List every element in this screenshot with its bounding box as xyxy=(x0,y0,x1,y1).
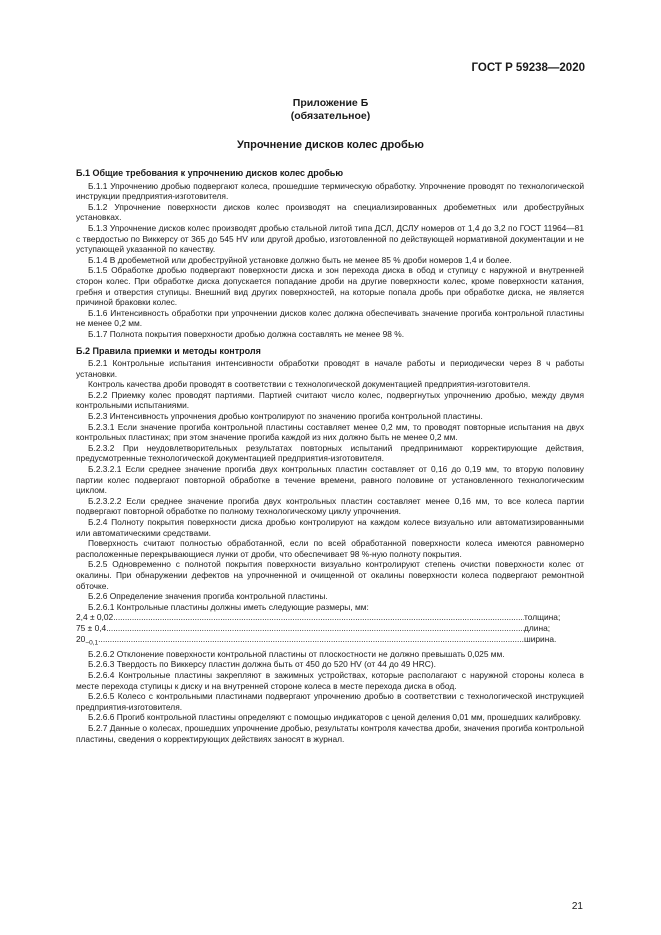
paragraph: Б.1.6 Интенсивность обработки при упрочнении дисков колес должна обеспечивать значение прогиба контрольной пластины не менее 0,2 мм. xyxy=(76,307,584,329)
paragraph: Б.2.7 Данные о колесах, прошедших упрочнение дробью, результаты контроля качества дроби, значения прогиба контрольной пластины, сведения о корректирующих действиях заносят в журнал. xyxy=(76,722,584,744)
paragraph: Б.1.2 Упрочнение поверхности дисков колес производят на специализированных дробеметных или дробеструйных установках. xyxy=(76,201,584,223)
paragraph: Б.2.4 Полноту покрытия поверхности диска дробью контролируют на каждом колесе визуально или автоматизированными или автоматическими средствами. xyxy=(76,517,584,538)
dimension-value: 75 ± 0,4 xyxy=(76,622,107,633)
paragraph: Б.2.3 Интенсивность упрочнения дробью контролируют по значению прогиба контрольной пластины. xyxy=(88,411,483,422)
paragraph: Б.2.6.2 Отклонение поверхности контрольной пластины от плоскостности не должно превышать 0,025 мм. xyxy=(88,648,505,659)
annex-heading xyxy=(0,97,661,123)
paragraph: Б.2.3.2.1 Если среднее значение прогиба двух контрольных пластин составляет от 0,16 до 0,19 мм, то вторую половину партии колес подвергают повторной обработке в течение времени, равного половине от установленного технологическим циклом. xyxy=(76,464,584,496)
standard-code: ГОСТ Р 59238—2020 xyxy=(471,62,585,74)
paragraph: Контроль качества дроби проводят в соответствии с технологической документацией предприятия-изготовителя. xyxy=(88,379,531,390)
document-body xyxy=(76,168,584,744)
paragraph: Б.2.6.5 Колесо с контрольными пластинами подвергают упрочнению дробью в соответствии с технологической инструкцией предприятия-изготовителя. xyxy=(76,691,584,712)
annex-subtitle: (обязательное) xyxy=(290,110,371,122)
page-number: 21 xyxy=(571,901,583,912)
section-heading-1: Б.1 Общие требования к упрочнению дисков колес дробью xyxy=(76,168,343,178)
paragraph: Б.2.6.1 Контрольные пластины должны иметь следующие размеры, мм: xyxy=(88,601,369,612)
leader-dots xyxy=(98,634,524,649)
paragraph: Б.2.1 Контрольные испытания интенсивности обработки проводят в начале работы и периодически через 8 ч работы установки. xyxy=(76,358,584,379)
dimension-tolerance: −0,1 xyxy=(85,639,99,647)
annex-title: Приложение Б xyxy=(292,97,369,109)
paragraph: Б.2.3.1 Если значение прогиба контрольной пластины составляет менее 0,2 мм, то проводят повторные испытания на двух контрольных пластинах; при этом значение прогиба каждой из них должно быть не менее 0,2 мм. xyxy=(76,421,584,443)
paragraph: Поверхность считают полностью обработанной, если по всей обработанной поверхности колеса имеются равномерно расположенные перекрывающиеся лунки от дроби, что обеспечивает 98 %-ную полноту покрытия. xyxy=(76,538,584,559)
paragraph: Б.2.6.6 Прогиб контрольной пластины определяют с помощью индикаторов с ценой деления 0,01 мм, прошедших калибровку. xyxy=(88,712,582,723)
paragraph: Б.1.7 Полнота покрытия поверхности дробью должна составлять не менее 98 %. xyxy=(88,328,405,339)
dimension-label: толщина; xyxy=(524,612,561,623)
dimension-row xyxy=(76,634,584,649)
document-title: Упрочнение дисков колес дробью xyxy=(237,139,424,151)
paragraph: Б.2.3.2 При неудовлетворительных результатах повторных испытаний предпринимают корректирующие действия, предусмотренные технологической документацией предприятия-изготовителя. xyxy=(76,442,584,464)
section-1-paragraphs xyxy=(76,181,584,340)
section-heading-2: Б.2 Правила приемки и методы контроля xyxy=(76,345,261,356)
dimension-label: ширина. xyxy=(524,633,557,644)
dimension-row xyxy=(76,612,584,623)
paragraph: Б.1.3 Упрочнение дисков колес производят дробью стальной литой типа ДСЛ, ДСЛУ номеров от 1,4 до 3,2 по ГОСТ 11964—81 с твердостью по Виккерсу от 365 до 545 HV или другой дробью, изготовленной по действующей нормативной документации и не уступающей указанной по качеству. xyxy=(76,222,584,255)
leader-dots xyxy=(113,612,524,623)
paragraph: Б.2.6.3 Твердость по Виккерсу пластин должна быть от 450 до 520 HV (от 44 до 49 HRC). xyxy=(88,659,436,670)
paragraph: Б.2.3.2.2 Если среднее значение прогиба двух контрольных пластин составляет менее 0,16 мм, то все колеса партии подвергают повторной обработке по полному технологическому циклу упрочнения. xyxy=(76,495,584,517)
paragraph: Б.2.6 Определение значения прогиба контрольной пластины. xyxy=(88,591,328,602)
paragraph: Б.2.2 Приемку колес проводят партиями. Партией считают число колес, подвергнутых упрочнению дробью, между двумя контрольными испытаниями. xyxy=(76,389,584,411)
dimension-value xyxy=(76,634,98,649)
dimension-row xyxy=(76,623,584,634)
paragraph: Б.1.5 Обработке дробью подвергают поверхности диска и зон перехода диска в обод и ступицу с наружной и внутренней сторон колес. При обработке диска допускается попадание дроби на другие поверхности колес, кроме поверхности катания, гребня и отверстия ступицы. Внешний вид других поверхностей, на которые попала дробь при обработке диска, не является причиной браковки колес. xyxy=(76,265,584,308)
dimension-value-main: 20 xyxy=(76,633,86,644)
dimension-label: длина; xyxy=(524,622,551,633)
paragraph: Б.2.5 Одновременно с полнотой покрытия поверхности визуально контролируют степень очистки поверхности колес от окалины. При обнаружении дефектов на упрочненной и очищенной от окалины поверхности колеса подвергают ремонтной обточке. xyxy=(76,559,584,591)
paragraph: Б.1.1 Упрочнению дробью подвергают колеса, прошедшие термическую обработку. Упрочнение проводят по технологической инструкции предприятия-изготовителя. xyxy=(76,180,584,202)
paragraph: Б.1.4 В дробеметной или дробеструйной установке должно быть не менее 85 % дроби номеров 1,4 и более. xyxy=(88,254,512,265)
dimension-value: 2,4 ± 0,02 xyxy=(76,612,114,623)
dimension-list xyxy=(76,612,584,648)
leader-dots xyxy=(106,623,524,634)
paragraph: Б.2.6.4 Контрольные пластины закрепляют в зажимных устройствах, которые располагают с наружной стороны колеса в месте перехода ступицы к диску и на внутренней стороне колеса в месте перехода диска в обод. xyxy=(76,669,584,691)
section-2-paragraphs xyxy=(76,358,584,744)
